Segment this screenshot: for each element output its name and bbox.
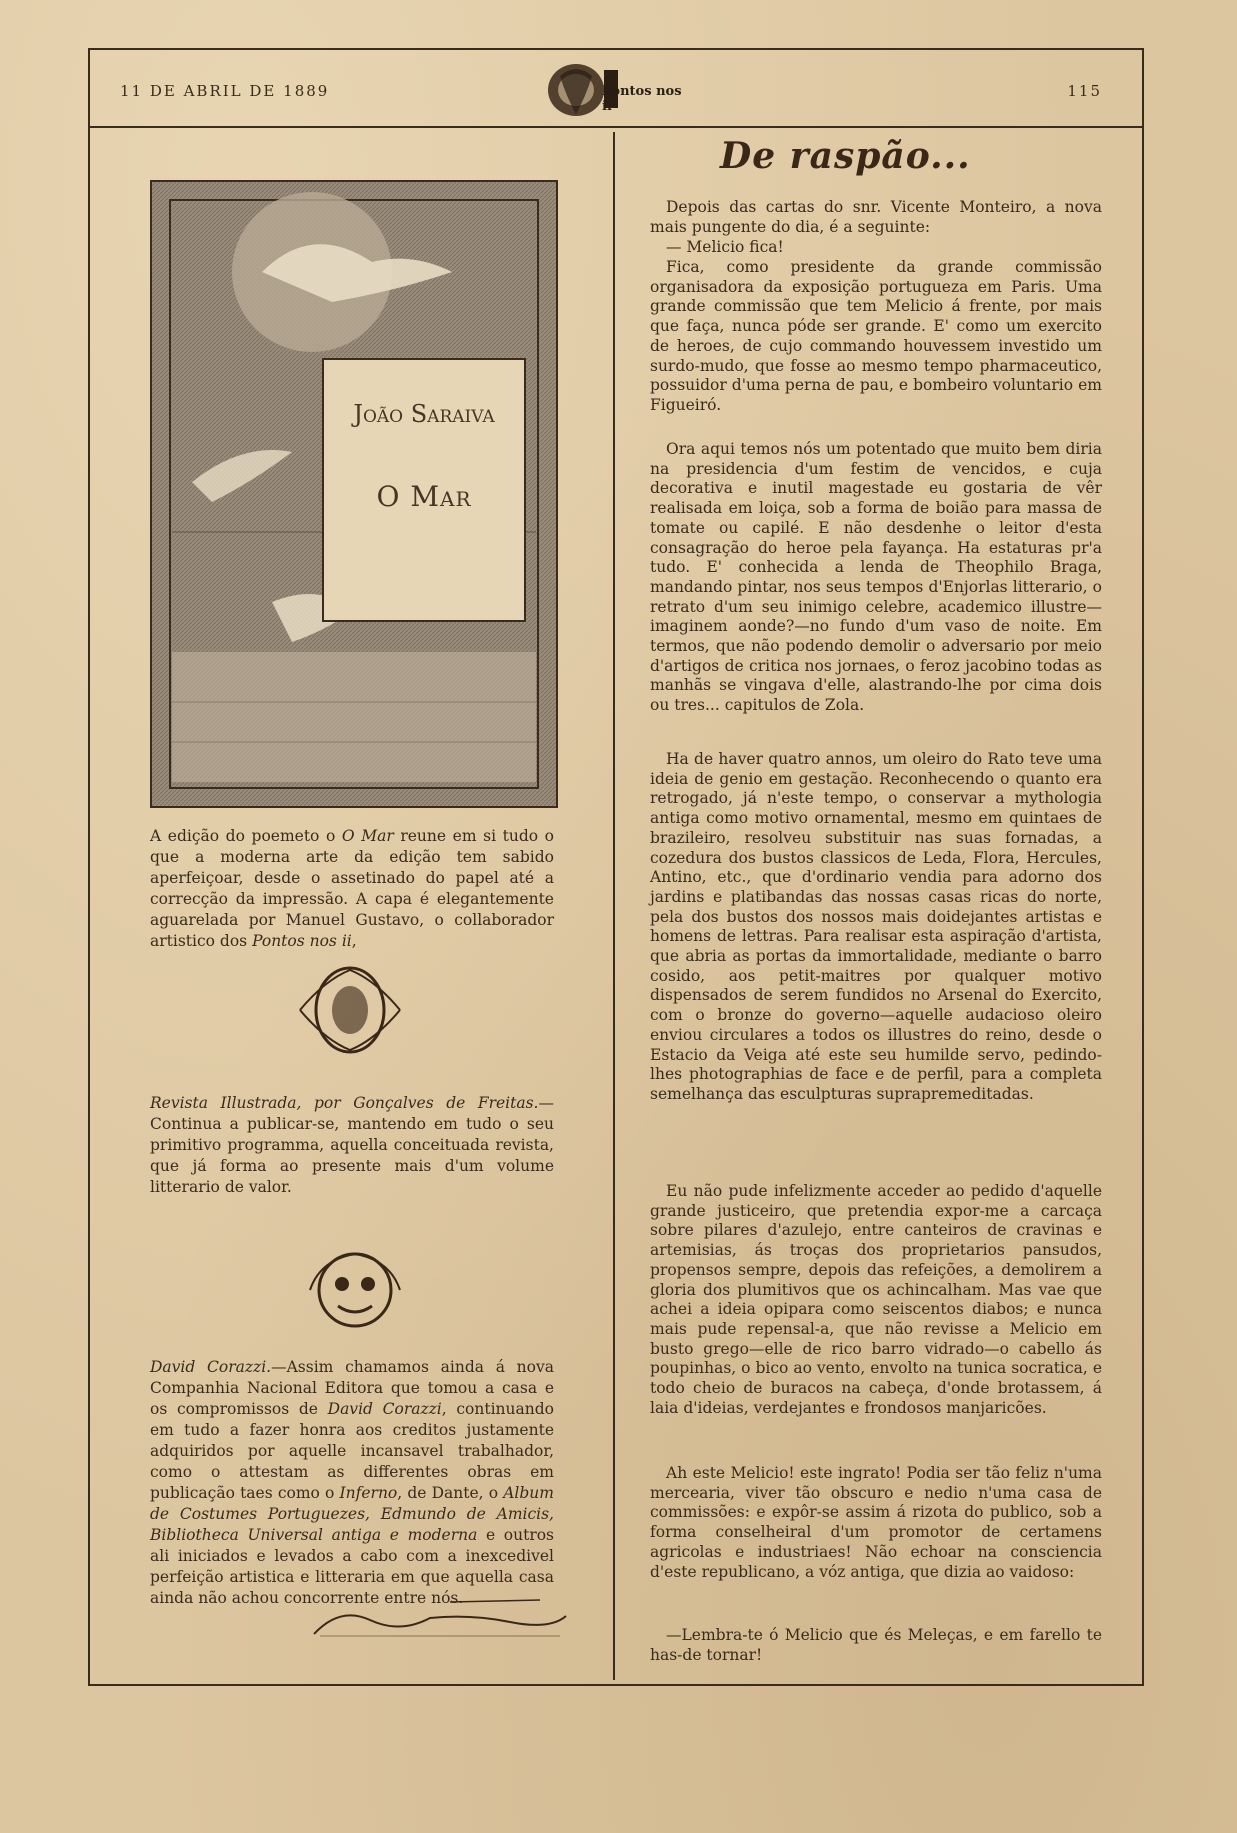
article-paragraph-8: —Lembra-te ó Melicio que és Meleças, e em farello te has-de tornar! [650, 1626, 1102, 1664]
mask-ornament-icon [300, 1240, 410, 1340]
cover-author: João Saraiva [353, 400, 495, 428]
p1-italic-2: Pontos nos ii [252, 932, 352, 950]
p3-part-4: e outros ali iniciados e levados a cabo com a inexcedivel perfeição artistica e litteraria em que aquella casa ainda não achou concorrente entre nós. [150, 1526, 555, 1607]
p2-rest: —Continua a publicar-se, mantendo em tudo o seu primitivo programma, aquella conceituada revista, que já forma ao presente mais d'um volume litterario de valor. [150, 1094, 554, 1196]
article-paragraph-6: Eu não pude infelizmente acceder ao pedido d'aquelle grande justiceiro, que pretendia expor-me a carcaça sobre pilares d'azulejo, entre canteiros de cravinas e artemisias, ás troças dos proprietarios pansudos, propensos sempre, depois das refeições, a demolirem a gloria dos plumitivos que os achincalham. Mas vae que achei a ideia opipara como seiscentos diabos; e nunca mais pude repensal-a, que não revisse a Melicio em busto grego—elle de rico barro vidrado—o cabello ás poupinhas, o bico ao vento, envolto na tunica socratica, e todo cheio de buracos na cabeça, d'onde brotassem, á laia d'ideias, verdejantes e frondosos manjaricões. [650, 1182, 1102, 1417]
p3-part-3: , de Dante, o [397, 1484, 504, 1502]
article-paragraph-2: — Melicio fica! [666, 238, 784, 256]
p2-italic: Revista Illustrada, por Gonçalves de Freitas. [150, 1094, 539, 1112]
article-paragraph-5: Ha de haver quatro annos, um oleiro do Rato teve uma ideia de genio em gestação. Reconhecendo o quanto era retrogado, já n'este tempo, o conservar a mythologia antiga como motivo ornamental, mesmo em quintaes de brazileiro, resolveu substituir nas suas fornadas, a cozedura dos bustos classicos de Leda, Flora, Hercules, Antino, etc., que d'ordinario vendia para adorno dos jardins e platibandas das nossas casas ricas do norte, pela dos bustos dos nossos mais doidejantes artistas e homens de lettras. Para realisar esta aspiração d'artista, que abria as portas da immortalidade, mediante o barro cosido, aos petit-maitres por qualquer motivo dispensados de serem fundidos no Arsenal do Exercito, com o bronze do governo—aquelle audacioso oleiro enviou circulares a todos os illustres do reino, desde o Estacio da Veiga até este seu humilde servo, pedindo-lhes photographias de face e de perfil, para a completa semelhança das esculpturas suprapremeditadas. [650, 750, 1102, 1103]
left-paragraph-1 [150, 826, 554, 952]
article-paragraph-7: Ah este Melicio! este ingrato! Podia ser tão feliz n'uma mercearia, viver tão obscuro e nedio n'uma casa de commissões: e expôr-se assim á rizota do publico, sob a forma conselheiral d'um promotor de certamens agricolas e industriaes! Não echoar na consciencia d'este republicano, a vóz antiga, que dizia ao vaidoso: [650, 1464, 1102, 1581]
book-cover-illustration [150, 180, 558, 808]
left-paragraph-3 [150, 1357, 554, 1609]
handwritten-signature [310, 1596, 570, 1640]
masthead-title: Pontos nos ii [602, 84, 682, 114]
p3-italic-2: David Corazzi [327, 1400, 442, 1418]
p1-italic: O Mar [341, 827, 394, 845]
p1-lead: A edição do poemeto o [150, 827, 342, 845]
p1-rest: reune em si tudo o que a moderna arte da edição tem sabido aperfeiçoar, desde o assetinado do papel até a correcção da impressão. A capa é elegantemente aguarelada por Manuel Gustavo, o collaborador artistico dos [150, 827, 555, 950]
header-date: 11 DE ABRIL DE 1889 [120, 82, 330, 100]
article-paragraph-1: Depois das cartas do snr. Vicente Monteiro, a nova mais pungente do dia, é a seguinte: [650, 198, 1102, 236]
header-rule [90, 126, 1142, 128]
p3-italic: David Corazzi. [150, 1358, 272, 1376]
p3-italic-3: Inferno [339, 1484, 398, 1502]
p3-italic-4: Album de Costumes Portuguezes, Edmundo de Amicis, Bibliotheca Universal antiga e moderna [150, 1484, 554, 1544]
p1-end: , [351, 932, 357, 950]
page-number: 115 [1067, 82, 1102, 100]
left-paragraph-2 [150, 1093, 554, 1198]
article-paragraph-3: Fica, como presidente da grande commissão organisadora da exposição portugueza em Paris. Uma grande commissão que tem Melicio á frente, por mais que faça, nunca póde ser grande. E' como um exercito de heroes, de cujo commando houvessem investido um surdo-mudo, que fosse ao mesmo tempo pharmaceutico, possuidor d'uma perna de pau, e bombeiro voluntario em Figueiró. [650, 258, 1102, 414]
floral-ornament-icon [280, 955, 420, 1065]
article-title: De raspão... [720, 135, 971, 177]
p3-part-1: —Assim chamamos ainda á nova Companhia Nacional Editora que tomou a casa e os compromissos de [150, 1358, 554, 1418]
cover-title: O Mar [376, 480, 472, 513]
column-divider [613, 132, 615, 1680]
article-paragraph-4: Ora aqui temos nós um potentado que muito bem diria na presidencia d'um festim de vencidos, e cuja decorativa e inutil magestade eu gostaria de vêr realisada em loiça, sob a forma de boião para massa de tomate ou capilé. E não desdenhe o leitor d'esta consagração do heroe pela fayança. Ha estaturas pr'a tudo. E' conhecida a lenda de Theophilo Braga, mandando pintar, nos seus tempos d'Enjorlas litterario, o retrato d'um seu inimigo celebre, academico illustre—imaginem aonde?—no fundo d'um vaso de noite. Em termos, que não podendo demolir o adversario por meio d'artigos de critica nos jornaes, o feroz jacobino todas as manhãs se vingava d'elle, alastrando-lhe por cima dois ou tres... capitulos de Zola. [650, 440, 1102, 715]
cover-title-panel [322, 358, 526, 622]
p3-part-2: , continuando em tudo a fazer honra aos creditos justamente adquiridos por aquelle incansavel trabalhador, como o attestam as differentes obras em publicação taes como o [150, 1400, 554, 1502]
masthead-logo [542, 56, 692, 120]
